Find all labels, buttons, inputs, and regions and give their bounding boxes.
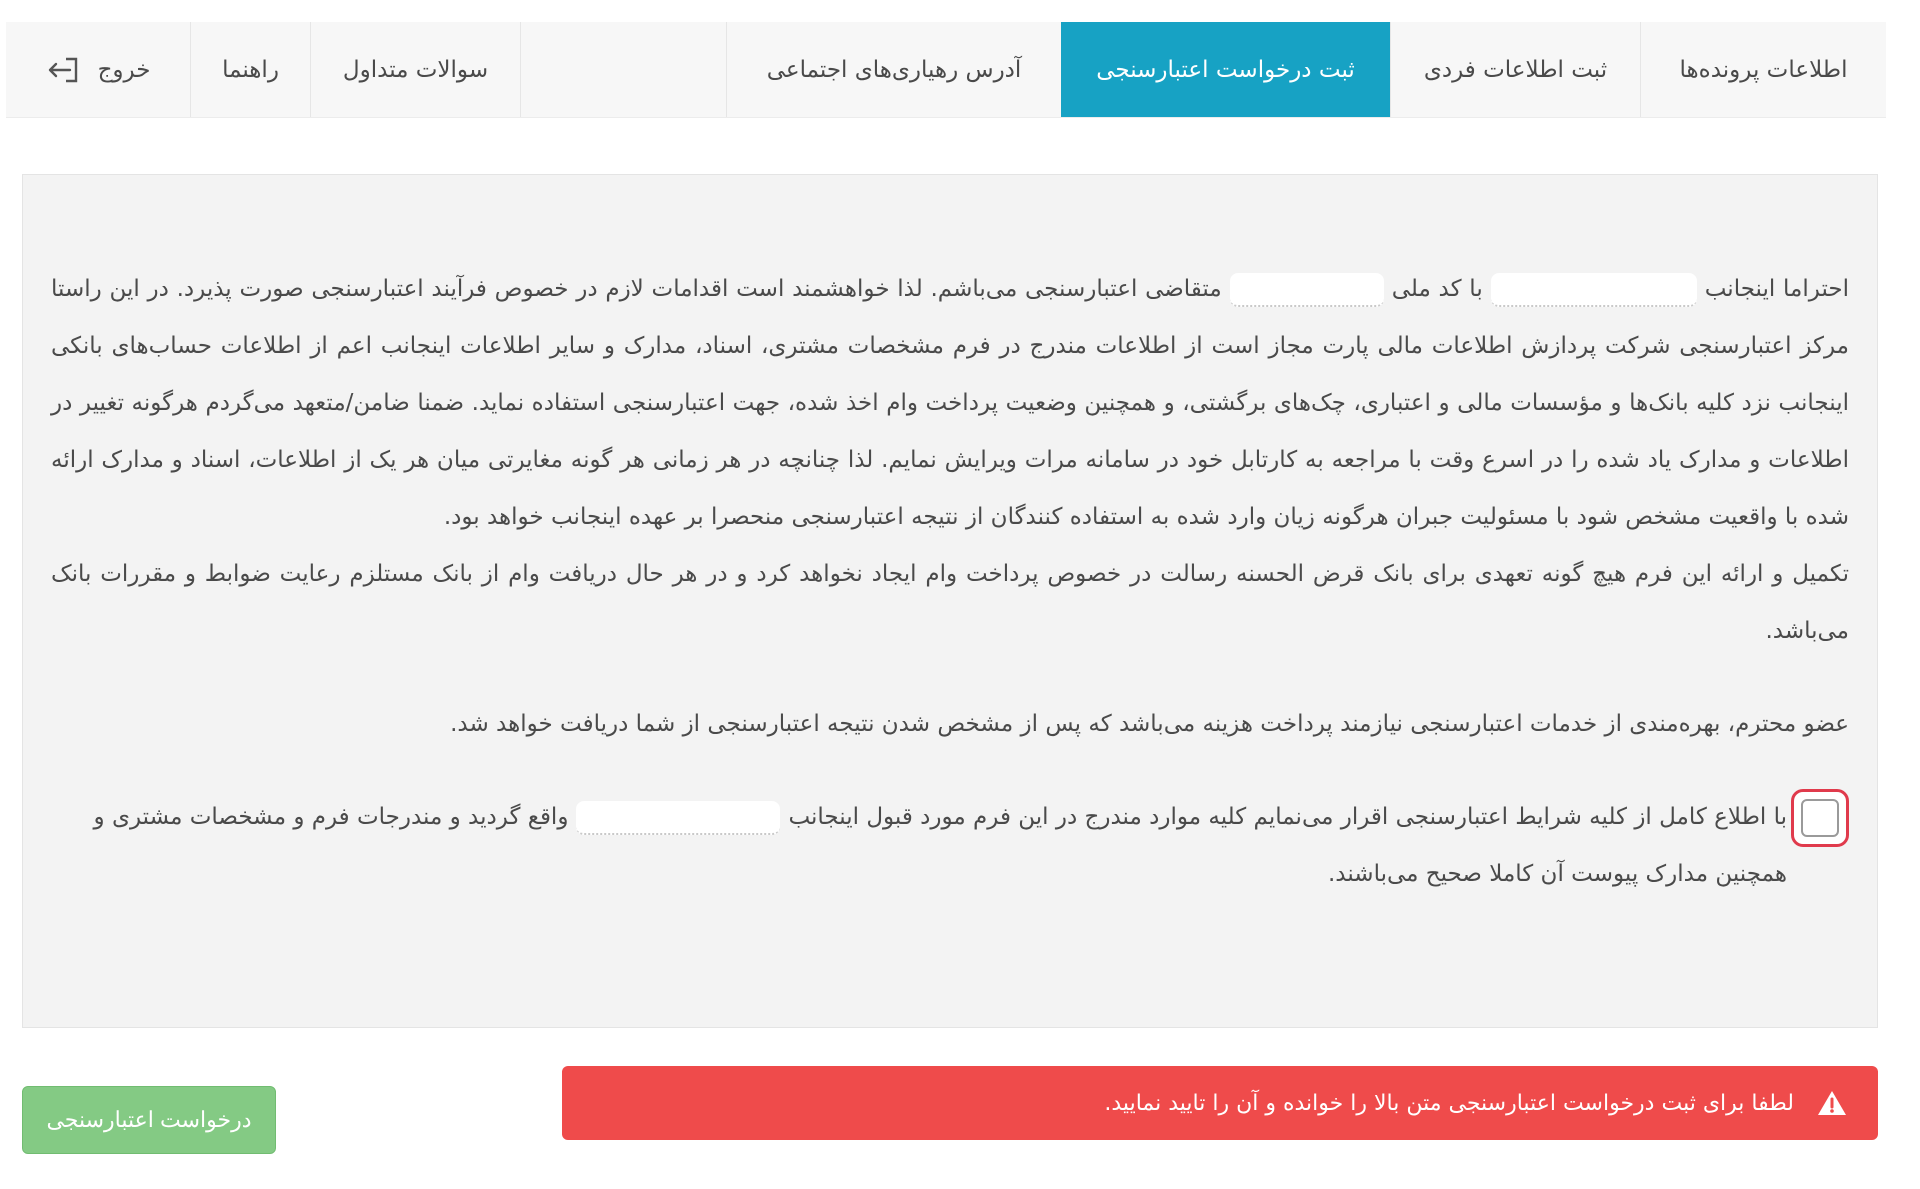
error-alert-message: لطفا برای ثبت درخواست اعتبارسنجی متن بالا را خوانده و آن را تایید نمایید. [1104,1090,1794,1116]
applicant-name-field-2 [576,801,780,835]
exit-button[interactable] [6,22,190,117]
terms-p1-nid-label: با کد ملی [1391,276,1483,302]
top-tab-bar [6,22,1886,118]
error-alert [562,1066,1878,1140]
checkbox-box [1801,799,1839,837]
terms-paragraph-1 [51,261,1849,546]
terms-paragraph-2: تکمیل و ارائه این فرم هیچ گونه تعهدی برای بانک قرض الحسنه رسالت در خصوص پرداخت وام ایجاد نخواهد کرد و در هر حال دریافت وام از بانک مستلزم رعایت ضوابط و مقررات بانک می‌باشد. [51,561,1849,644]
exit-label: خروج [97,56,151,83]
terms-p1-body: متقاضی اعتبارسنجی می‌باشم. لذا خواهشمند است اقدامات لازم در خصوص فرآیند اعتبارسنجی صورت پذیرد. در این راستا مرکز اعتبارسنجی شرکت پردازش اطلاعات مالی پارت مجاز است از اطلاعات مندرج در فرم مشخصات مشتری، اسناد، مدارک و سایر اطلاعات اینجانب اعم از اطلاعات حساب‌های بانکی اینجانب نزد کلیه بانک‌ها و مؤسسات مالی و اعتباری، چک‌های برگشتی، و همچنین وضعیت پرداخت وام اخذ شده، جهت اعتبارسنجی استفاده نماید. ضمنا ضامن/متعهد می‌گردم هرگونه تغییر در اطلاعات و مدارک یاد شده را در اسرع وقت با مراجعه به کارتابل خود در سامانه مرات ویرایش نمایم. لذا چنانچه در هر زمانی هر گونه مغایرتی میان هر یک از اطلاعات، اسناد و مدارک ارائه شده با واقعیت مشخص شود با مسئولیت جبران هرگونه زیان وارد شده به استفاده کنندگان از نتیجه اعتبارسنجی منحصرا بر عهده اینجانب خواهد بود. [51,276,1849,530]
tab-files-info-label: اطلاعات پرونده‌ها [1679,56,1848,83]
fee-note: عضو محترم، بهره‌مندی از خدمات اعتبارسنجی نیازمند پرداخت هزینه می‌باشد که پس از مشخص شدن نتیجه اعتبارسنجی از شما دریافت خواهد شد. [450,711,1849,737]
applicant-name-field [1491,273,1697,307]
tab-credit-request[interactable] [1061,22,1390,117]
agreement-text-b: واقع گردید و مندرجات فرم و مشخصات مشتری و همچنین مدارک پیوست آن کاملا صحیح می‌باشند. [93,804,1787,887]
tab-individual-info[interactable] [1390,22,1640,117]
tab-help-label: راهنما [222,56,279,83]
tab-social-address[interactable] [726,22,1061,117]
terms-p1-start: احتراما اینجانب [1704,276,1849,302]
tab-credit-request-label: ثبت درخواست اعتبارسنجی [1096,56,1355,83]
logout-icon [46,55,80,85]
agreement-text-a: با اطلاع کامل از کلیه شرایط اعتبارسنجی اقرار می‌نمایم کلیه موارد مندرج در این فرم مورد قبول اینجانب [788,804,1787,830]
tab-bar-spacer [520,22,726,117]
national-id-field [1230,273,1384,307]
agreement-row [51,789,1849,903]
tab-faq[interactable] [310,22,520,117]
tab-faq-label: سوالات متداول [342,56,489,83]
warning-icon [1816,1089,1848,1117]
tab-social-address-label: آدرس رهیاری‌های اجتماعی [766,56,1022,83]
agree-checkbox[interactable] [1791,789,1849,847]
tab-help[interactable] [190,22,310,117]
terms-panel [22,174,1878,1028]
credit-request-submit-button[interactable]: درخواست اعتبارسنجی [22,1086,276,1154]
agreement-text [51,789,1787,903]
tab-individual-info-label: ثبت اطلاعات فردی [1423,56,1608,83]
tab-files-info[interactable] [1640,22,1886,117]
